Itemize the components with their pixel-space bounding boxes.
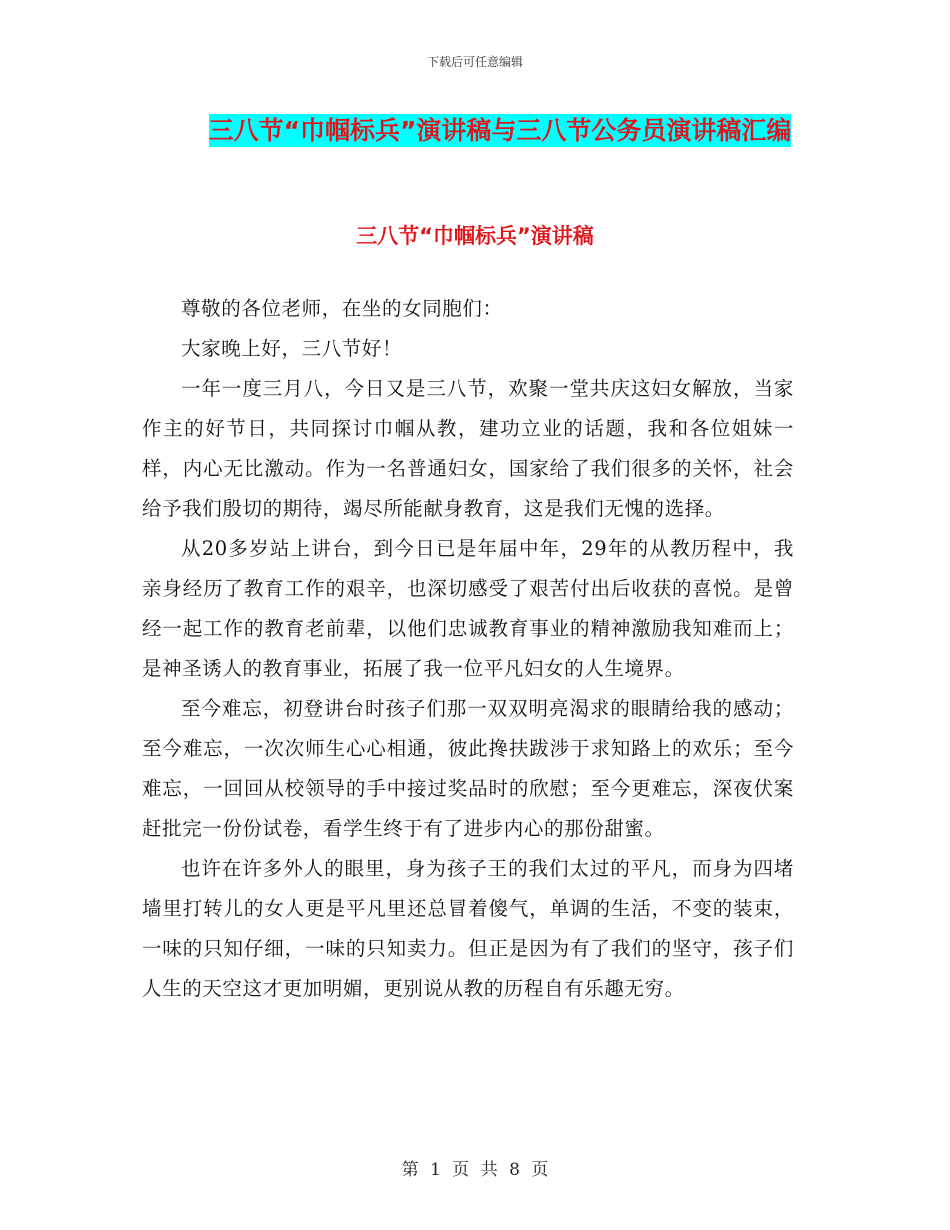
paragraph: 从20多岁站上讲台，到今日已是年届中年，29年的从教历程中，我亲身经历了教育工作的艰辛，也深切感受了艰苦付出后收获的喜悦。是曾经一起工作的教育老前辈，以他们忠诚教育事业的精神激励我知难而上；是神圣诱人的教育事业，拓展了我一位平凡妇女的人生境界。: [142, 537, 794, 680]
page-number-footer: 第 1 页 共 8 页: [401, 1160, 549, 1180]
document-title: [190, 108, 810, 153]
paragraph: 也许在许多外人的眼里，身为孩子王的我们太过的平凡，而身为四堵墙里打转儿的女人更是平凡里还总冒着傻气，单调的生活，不变的装束，一味的只知仔细，一味的只知卖力。但正是因为有了我们的坚守，孩子们人生的天空这才更加明媚，更别说从教的历程自有乐趣无穷。: [142, 857, 794, 1000]
paragraph: 一年一度三月八，今日又是三八节，欢聚一堂共庆这妇女解放，当家作主的好节日，共同探讨巾帼从教，建功立业的话题，我和各位姐妹一样，内心无比激动。作为一名普通妇女，国家给了我们很多的关怀，社会给予我们殷切的期待，竭尽所能献身教育，这是我们无愧的选择。: [142, 377, 794, 520]
section-title: 三八节“巾帼标兵”演讲稿: [356, 224, 594, 248]
paragraph-salutation: 尊敬的各位老师，在坐的女同胞们：: [181, 297, 503, 320]
body-text: [142, 289, 794, 1009]
paragraph: 至今难忘，初登讲台时孩子们那一双双明亮渴求的眼睛给我的感动；至今难忘，一次次师生心心相通，彼此搀扶跋涉于求知路上的欢乐；至今难忘，一回回从校领导的手中接过奖品时的欣慰；至今更难忘，深夜伏案赶批完一份份试卷，看学生终于有了进步内心的那份甜蜜。: [142, 697, 794, 840]
header-note: 下载后可任意编辑: [426, 55, 523, 69]
document-title-text: 三八节“巾帼标兵”演讲稿与三八节公务员演讲稿汇编: [208, 116, 792, 145]
paragraph-greeting: 大家晚上好，三八节好！: [181, 337, 403, 360]
